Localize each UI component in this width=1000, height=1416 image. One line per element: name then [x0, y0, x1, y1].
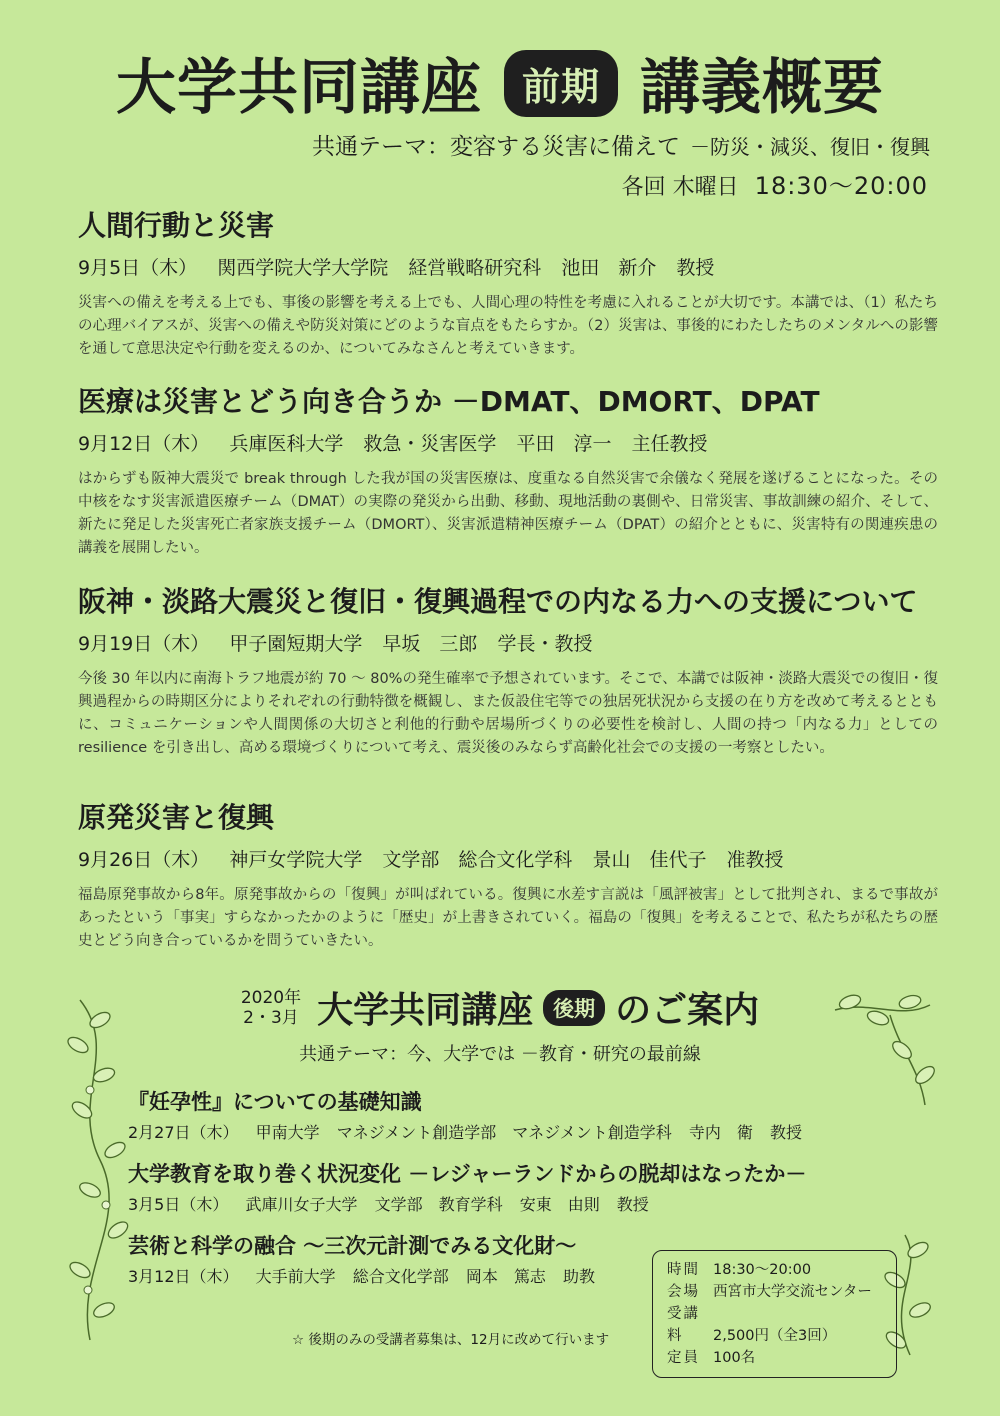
fall-lecture-date: 3月5日（木）: [128, 1195, 229, 1214]
fall-lecture-2: [128, 1160, 806, 1216]
fall-lecture-role: 教授: [770, 1123, 803, 1142]
lecture-desc: 災害への備えを考える上でも、事後の影響を考える上でも、人間心理の特性を考慮に入れることが大切です。本講では、（1）私たちの心理バイアスが、災害への備えや防災対策にどのような盲点をもたらすか。（2）災害は、事後的にわたしたちのメンタルへの影響を通して意思決定や行動を変えるのか、についてみなさんと考えていきます。: [78, 295, 938, 357]
fall-lecture-dept: 総合文化学部: [352, 1267, 449, 1286]
lecture-role: 学長・教授: [497, 633, 593, 655]
fall-lecture-meta: [128, 1194, 806, 1216]
fall-lecture-institution: 大手前大学: [255, 1267, 336, 1286]
fall-lecture-1: [128, 1088, 814, 1144]
lecture-title: 阪神・淡路大震災と復旧・復興過程での内なる力への支援について: [78, 585, 918, 618]
fall-lecture-date: 3月12日（木）: [128, 1267, 239, 1286]
fall-lecture-institution: 武庫川女子大学: [245, 1195, 358, 1214]
fall-lecture-institution: 甲南大学: [255, 1123, 320, 1142]
lecture-institution: 兵庫医科大学: [229, 433, 344, 455]
lecture-desc: はからずも阪神大震災で break through した我が国の災害医療は、度重なる自然災害で余儀なく発展を遂げることになった。その中核をなす災害派遣医療チーム（DMAT）の実際の発災から出動、移動、現地活動の裏側や、日常災害、事故訓練の紹介、そして、新たに発足した災害死亡者家族支援チーム（DMORT）、災害派遣精神医療チーム（DPAT）の紹介とともに、災害特有の関連疾患の講義を展開したい。: [78, 471, 938, 556]
lecture-3: [78, 584, 938, 760]
fall-title-left: 大学共同講座: [317, 990, 534, 1031]
fall-lecture-dept: マネジメント創造学部 マネジメント創造学科: [336, 1123, 672, 1142]
fall-lecture-meta: [128, 1122, 814, 1144]
fall-lecture-title: 『妊孕性』についての基礎知識: [128, 1090, 422, 1114]
lecture-date: 9月5日（木）: [78, 257, 198, 279]
lecture-4: [78, 800, 938, 953]
fall-year: 2020年: [240, 987, 302, 1008]
schedule-time: 18:30～20:00: [754, 172, 928, 200]
lecture-name: 平田 淳一: [516, 433, 612, 455]
info-time: 時間 18:30～20:00: [667, 1262, 812, 1278]
lecture-meta: [78, 254, 938, 282]
schedule: [622, 166, 928, 201]
fall-lecture-3: [128, 1232, 607, 1288]
lecture-institution: 神戸女学院大学: [229, 849, 363, 871]
fall-theme: 共通テーマ：今、大学では －教育・研究の最前線: [299, 1044, 701, 1065]
lecture-date: 9月26日（木）: [78, 849, 210, 871]
fall-months: 2・3月: [243, 1007, 299, 1028]
fall-year-block: [241, 988, 301, 1028]
info-venue: 会場 西宮市大学交流センター: [667, 1284, 872, 1300]
term-badge: 前期: [504, 50, 618, 117]
lecture-name: 池田 新介: [561, 257, 657, 279]
lecture-title: 医療は災害とどう向き合うか －DMAT、DMORT、DPAT: [78, 385, 820, 418]
footnote: ☆ 後期のみの受講者募集は、12月に改めて行います: [292, 1332, 610, 1348]
lecture-dept: 文学部 総合文化学科: [382, 849, 573, 871]
info-capacity: 定員 100名: [667, 1350, 756, 1366]
lecture-meta: [78, 630, 938, 658]
lecture-dept: 経営戦略研究科: [408, 257, 542, 279]
fall-lecture-title: 大学教育を取り巻く状況変化 －レジャーランドからの脱却はなったか－: [128, 1162, 807, 1186]
main-title: [0, 40, 1000, 126]
lecture-desc: 今後 30 年以内に南海トラフ地震が約 70 ～ 80%の発生確率で予想されています。そこで、本講では阪神・淡路大震災での復旧・復興過程からの時期区分によりそれぞれの行動特徴を概観し、また仮設住宅等での独居死状況から支援の在り方を改めて考えるとともに、コミュニケーションや人間関係の大切さと利他的行動や居場所づくりの必要性を検討し、人間の持つ「内なる力」としての resilience を引き出し、高める環境づくりについて考え、震災後のみならず高齢化社会での支援の一考察としたい。: [78, 671, 938, 756]
lecture-title: 人間行動と災害: [78, 209, 275, 242]
lecture-date: 9月19日（木）: [78, 633, 210, 655]
title-left: 大学共同講座: [115, 53, 482, 123]
fall-lecture-role: 教授: [616, 1195, 649, 1214]
info-fee: 受講料 2,500円（全3回）: [667, 1306, 837, 1344]
lecture-meta: [78, 846, 938, 874]
lecture-1: [78, 208, 938, 361]
lecture-meta: [78, 430, 938, 458]
theme-sub: －防災・減災、復旧・復興: [690, 135, 930, 159]
fall-lecture-title: 芸術と科学の融合 ～三次元計測でみる文化財～: [128, 1234, 577, 1258]
fall-lecture-dept: 文学部 教育学科: [374, 1195, 503, 1214]
lecture-institution: 関西学院大学大学院: [217, 257, 389, 279]
fall-lecture-role: 助教: [562, 1267, 595, 1286]
lecture-date: 9月12日（木）: [78, 433, 210, 455]
common-theme: [312, 128, 930, 161]
title-right: 講義概要: [640, 53, 884, 123]
fall-lecture-name: 安東 由則: [519, 1195, 600, 1214]
fall-lecture-name: 寺内 衛: [688, 1123, 753, 1142]
lecture-role: 准教授: [726, 849, 784, 871]
lecture-institution: 甲子園短期大学: [229, 633, 363, 655]
theme-main: 共通テーマ：変容する災害に備えて: [312, 134, 680, 160]
fall-lecture-meta: [128, 1266, 607, 1288]
fall-heading: [0, 982, 1000, 1033]
lecture-role: 主任教授: [631, 433, 708, 455]
fall-badge: 後期: [543, 990, 605, 1026]
lecture-2: [78, 384, 938, 560]
lecture-role: 教授: [676, 257, 715, 279]
lecture-dept: 救急・災害医学: [363, 433, 497, 455]
lecture-title: 原発災害と復興: [78, 801, 275, 834]
fall-lecture-name: 岡本 篤志: [465, 1267, 546, 1286]
fall-title-right: のご案内: [615, 990, 760, 1031]
lecture-desc: 福島原発事故から8年。原発事故からの「復興」が叫ばれている。復興に水差す言説は「風評被害」として批判され、まるで事故があったという「事実」すらなかったかのように「歴史」が上書きされていく。福島の「復興」を考えることで、私たちが私たちの歴史とどう向き合っているかを問うていきたい。: [78, 887, 938, 949]
schedule-label: 各回 木曜日: [621, 175, 739, 200]
fall-lecture-date: 2月27日（木）: [128, 1123, 239, 1142]
lecture-name: 景山 佳代子: [592, 849, 707, 871]
info-box: [652, 1250, 897, 1378]
lecture-name: 早坂 三郎: [382, 633, 478, 655]
